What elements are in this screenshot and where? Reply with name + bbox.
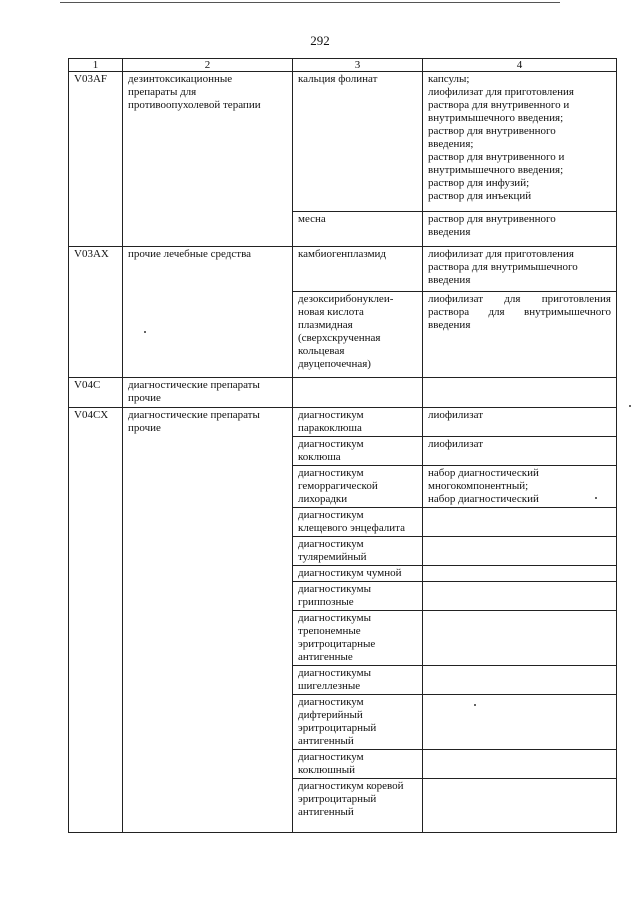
drug-name-line: гриппозные xyxy=(298,596,354,608)
dosage-form-cell xyxy=(423,537,617,566)
drug-name-line: диагностикумы xyxy=(298,612,372,624)
group-name-cell xyxy=(123,408,293,833)
drug-name-cell xyxy=(293,582,423,611)
drug-name-line: эритроцитарные xyxy=(298,638,376,650)
scan-speck xyxy=(595,497,597,499)
drug-name-line: эритроцитарный xyxy=(298,793,377,805)
header-row xyxy=(69,59,617,72)
dosage-form-cell xyxy=(423,566,617,582)
group-name-cell xyxy=(123,72,293,247)
drug-name-line: коклюша xyxy=(298,451,341,463)
dosage-form-line: раствора для внутривенного и xyxy=(428,99,570,111)
drug-name-line: геморрагической xyxy=(298,480,378,492)
dosage-form-line: внутримышечного введения; xyxy=(428,112,564,124)
dosage-form-line: раствор для внутривенного xyxy=(428,125,556,137)
dosage-form-cell xyxy=(423,779,617,833)
drug-name-line: двуцепочечная) xyxy=(298,358,371,370)
drug-name-line: кальция фолинат xyxy=(298,73,378,85)
drug-name-line: кольцевая xyxy=(298,345,345,357)
table-row xyxy=(69,378,617,408)
top-scan-rule xyxy=(60,2,560,3)
group-name-line: прочие xyxy=(128,422,161,434)
drug-name-line: диагностикум xyxy=(298,509,364,521)
table-row xyxy=(69,247,617,292)
drug-name-cell xyxy=(293,566,423,582)
group-name-line: дезинтоксикационные xyxy=(128,73,233,85)
group-name-line: прочие xyxy=(128,392,161,404)
drug-name-line: антигенные xyxy=(298,651,353,663)
table-body xyxy=(69,72,617,833)
atc-code-cell: V03AF xyxy=(69,72,123,247)
drug-name-line: лихорадки xyxy=(298,493,348,505)
drug-name-cell xyxy=(293,666,423,695)
header-col-1: 1 xyxy=(69,59,123,72)
drug-name-line: плазмидная xyxy=(298,319,353,331)
drug-name-cell xyxy=(293,508,423,537)
drug-name-cell xyxy=(293,247,423,292)
dosage-form-line: раствор для инъекций xyxy=(428,190,532,202)
drug-name-cell xyxy=(293,292,423,378)
table-row xyxy=(69,408,617,437)
dosage-form-cell xyxy=(423,437,617,466)
drug-name-cell xyxy=(293,611,423,666)
drug-name-line: диагностикум xyxy=(298,538,364,550)
header-col-3: 3 xyxy=(293,59,423,72)
header-col-2: 2 xyxy=(123,59,293,72)
drug-name-cell xyxy=(293,779,423,833)
header-col-4: 4 xyxy=(423,59,617,72)
dosage-form-cell xyxy=(423,466,617,508)
dosage-form-line: раствор для инфузий; xyxy=(428,177,530,189)
group-name-line: прочие лечебные средства xyxy=(128,248,252,260)
drug-name-line: камбиогенплазмид xyxy=(298,248,387,260)
drug-name-cell xyxy=(293,537,423,566)
dosage-form-line: раствор для внутривенного xyxy=(428,213,556,225)
drug-name-line: диагностикум xyxy=(298,409,364,421)
drug-name-line: трепонемные xyxy=(298,625,361,637)
drug-name-line: эритроцитарный xyxy=(298,722,377,734)
dosage-form-line: набор диагностический xyxy=(428,467,539,479)
drug-name-cell xyxy=(293,378,423,408)
dosage-form-line: многокомпонентный; xyxy=(428,480,529,492)
drug-name-line: диагностикум xyxy=(298,438,364,450)
drug-name-cell xyxy=(293,695,423,750)
drug-name-line: антигенный xyxy=(298,806,354,818)
group-name-line: диагностические препараты xyxy=(128,379,260,391)
drug-name-line: туляремийный xyxy=(298,551,367,563)
dosage-form-line: лиофилизат для приготовления xyxy=(428,86,574,98)
dosage-form-cell xyxy=(423,378,617,408)
group-name-line: препараты для xyxy=(128,86,197,98)
dosage-form-cell xyxy=(423,408,617,437)
drug-name-line: коклюшный xyxy=(298,764,355,776)
atc-code-cell: V04C xyxy=(69,378,123,408)
dosage-form-cell xyxy=(423,750,617,779)
drug-name-line: диагностикум xyxy=(298,467,364,479)
drug-name-line: дифтерийный xyxy=(298,709,363,721)
drug-name-line: дезоксирибонуклеи- xyxy=(298,293,394,305)
dosage-form-line: введения xyxy=(428,319,471,331)
drug-name-cell xyxy=(293,437,423,466)
dosage-form-line: набор диагностический xyxy=(428,493,539,505)
dosage-form-line: лиофилизат для приготовления xyxy=(428,248,574,260)
dosage-form-cell xyxy=(423,611,617,666)
dosage-form-line: раствора для внутримышечного xyxy=(428,261,578,273)
group-name-line: диагностические препараты xyxy=(128,409,260,421)
dosage-form-cell xyxy=(423,582,617,611)
dosage-form-line: капсулы; xyxy=(428,73,470,85)
drug-name-line: антигенный xyxy=(298,735,354,747)
drug-name-line: паракоклюша xyxy=(298,422,362,434)
drug-name-line: клещевого энцефалита xyxy=(298,522,405,534)
dosage-form-line: лиофилизат для приготовления xyxy=(428,293,611,305)
atc-code-cell: V03AX xyxy=(69,247,123,378)
drug-name-line: диагностикум xyxy=(298,696,364,708)
drug-name-line: новая кислота xyxy=(298,306,364,318)
dosage-form-cell xyxy=(423,695,617,750)
dosage-form-cell xyxy=(423,292,617,378)
dosage-form-line: введения xyxy=(428,226,471,238)
dosage-form-line: внутримышечного введения; xyxy=(428,164,564,176)
dosage-form-cell xyxy=(423,666,617,695)
drug-name-line: шигеллезные xyxy=(298,680,361,692)
dosage-form-cell xyxy=(423,508,617,537)
dosage-form-line: раствор для внутривенного и xyxy=(428,151,565,163)
group-name-line: противоопухолевой терапии xyxy=(128,99,261,111)
atc-code-cell: V04CX xyxy=(69,408,123,833)
dosage-form-line: раствора для внутримышечного xyxy=(428,306,611,318)
drug-name-line: месна xyxy=(298,213,326,225)
drug-name-line: диагностикум xyxy=(298,751,364,763)
drug-name-line: диагностикумы xyxy=(298,583,372,595)
scan-speck xyxy=(474,704,476,706)
dosage-form-cell xyxy=(423,72,617,212)
dosage-form-line: введения; xyxy=(428,138,474,150)
dosage-form-cell xyxy=(423,247,617,292)
drug-name-line: диагностикумы xyxy=(298,667,372,679)
page-number: 292 xyxy=(310,33,330,48)
drug-name-line: диагностикум чумной xyxy=(298,567,402,579)
drug-name-cell xyxy=(293,466,423,508)
dosage-form-cell xyxy=(423,212,617,247)
drug-name-cell xyxy=(293,750,423,779)
dosage-form-line: введения xyxy=(428,274,471,286)
scan-speck xyxy=(144,331,146,333)
group-name-cell xyxy=(123,378,293,408)
dosage-form-line: лиофилизат xyxy=(428,409,484,421)
drug-name-line: диагностикум коревой xyxy=(298,780,404,792)
drug-name-cell xyxy=(293,408,423,437)
drug-name-cell xyxy=(293,72,423,212)
drug-name-cell xyxy=(293,212,423,247)
scan-speck xyxy=(629,405,631,407)
table-row xyxy=(69,72,617,212)
drug-classification-table xyxy=(68,58,617,833)
dosage-form-line: лиофилизат xyxy=(428,438,484,450)
group-name-cell xyxy=(123,247,293,378)
drug-name-line: (сверхскрученная xyxy=(298,332,381,344)
